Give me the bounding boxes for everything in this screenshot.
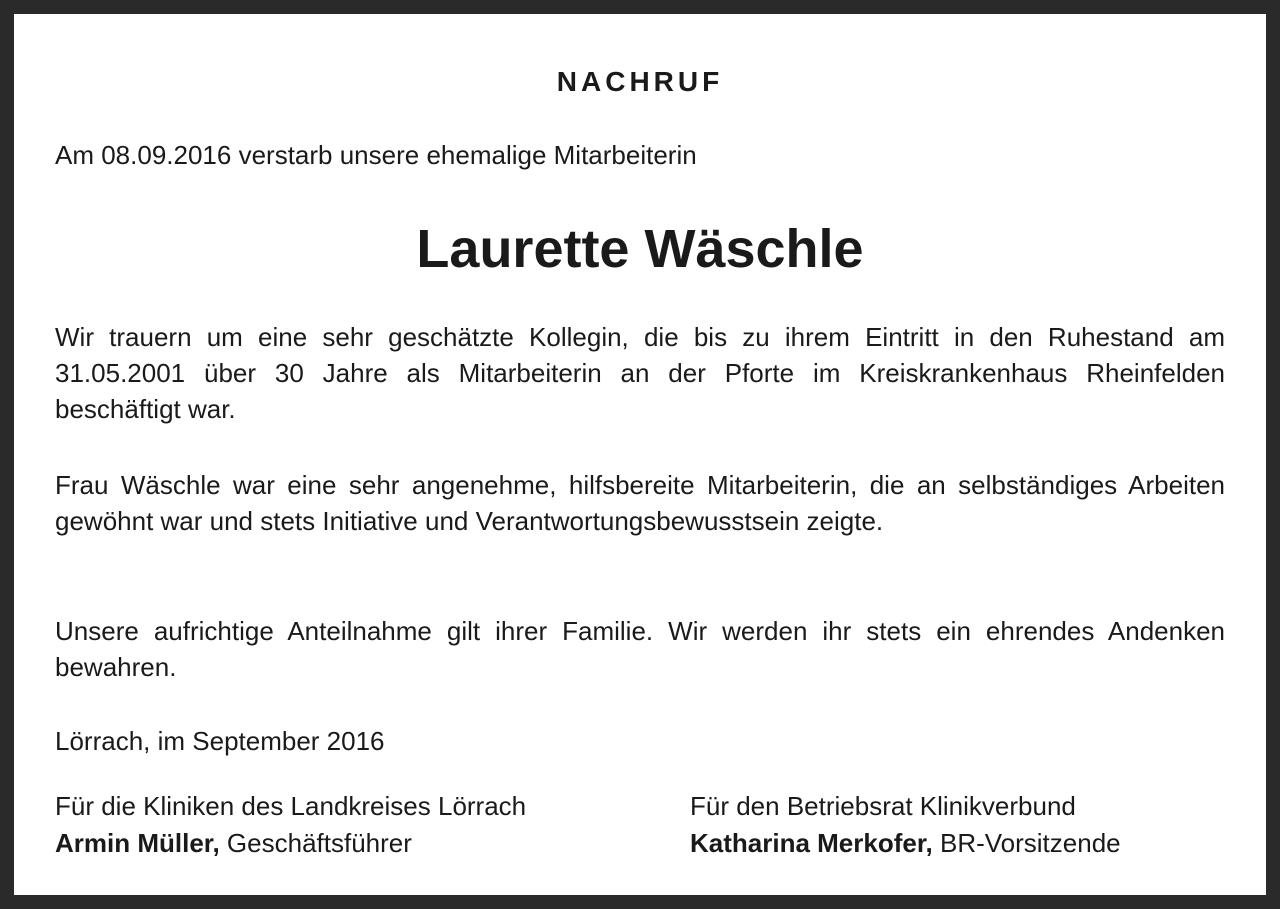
signatory-role: BR-Vorsitzende: [932, 828, 1121, 858]
signatory-name: Armin Müller,: [55, 828, 220, 858]
signature-block-clinics: [55, 788, 526, 862]
paragraph-condolence: Unsere aufrichtige Anteilnahme gilt ihrer Familie. Wir werden ihr stets ein ehrendes Andenken bewahren.: [55, 616, 1225, 682]
signatory-name: Katharina Merkofer,: [690, 828, 933, 858]
signature-organization: Für den Betriebsrat Klinikverbund: [690, 791, 1076, 821]
place-date: Lörrach, im September 2016: [55, 726, 385, 756]
signature-block-works-council: [690, 788, 1121, 862]
signatory-role: Geschäftsführer: [219, 828, 412, 858]
paragraph-character: Frau Wäschle war eine sehr angenehme, hilfsbereite Mitarbeiterin, die an selbständiges Arbeiten gewöhnt war und stets Initiative und Verantwortungsbewusstsein zeigte.: [55, 470, 1225, 536]
signature-line: [55, 825, 526, 862]
paragraph-tribute: Wir trauern um eine sehr geschätzte Kollegin, die bis zu ihrem Eintritt in den Ruhestand am 31.05.2001 über 30 Jahre als Mitarbeiterin an der Pforte im Kreiskrankenhaus Rheinfelden beschäftigt war.: [55, 322, 1225, 424]
obituary-notice: [14, 14, 1266, 895]
notice-heading: NACHRUF: [556, 66, 724, 97]
deceased-name: Laurette Wäschle: [416, 219, 864, 279]
intro-line: Am 08.09.2016 verstarb unsere ehemalige Mitarbeiterin: [55, 140, 697, 170]
signature-line: [690, 825, 1121, 862]
signature-organization: Für die Kliniken des Landkreises Lörrach: [55, 791, 527, 821]
